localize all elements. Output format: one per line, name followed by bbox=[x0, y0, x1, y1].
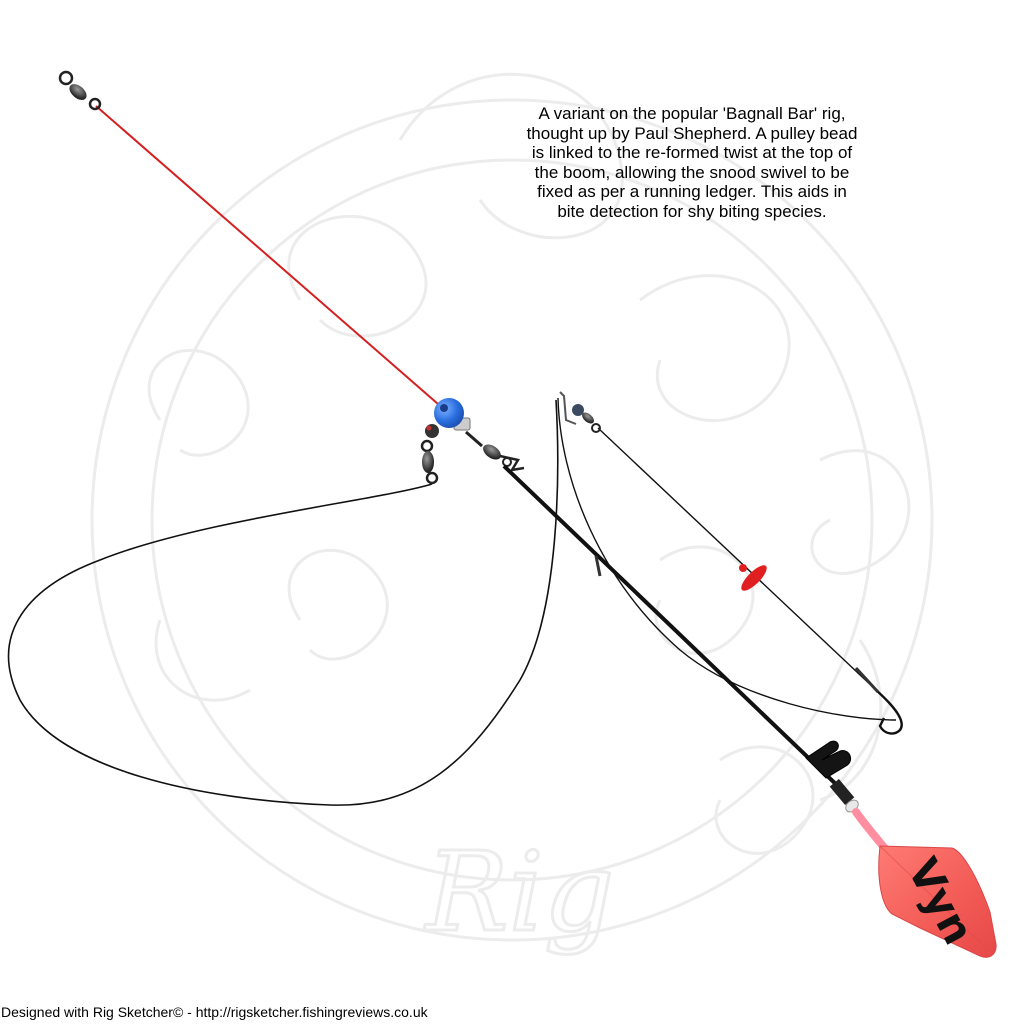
credit-line: Designed with Rig Sketcher© - http://rigsketcher.fishingreviews.co.uk bbox=[1, 1004, 428, 1020]
rig-description: A variant on the popular 'Bagnall Bar' rig, thought up by Paul Shepherd. A pulley bead is linked to the re-formed twist at the top of the boom, allowing the snood swivel to be fixed as per a running ledger. This aids in bite detection for shy biting species. bbox=[526, 104, 858, 221]
snood-swivel-icon bbox=[422, 424, 439, 483]
main-line bbox=[96, 106, 438, 404]
impact-clip-icon bbox=[806, 741, 861, 814]
pulley-bead-icon bbox=[434, 398, 470, 430]
boom-clip-icon bbox=[466, 432, 524, 470]
sinker-icon bbox=[879, 846, 996, 957]
sinker-brand: Vyn bbox=[898, 850, 984, 953]
snood-clip-icon bbox=[560, 392, 600, 432]
trace-loop bbox=[9, 400, 558, 805]
top-swivel-icon bbox=[60, 72, 100, 109]
watermark-text: Rig bbox=[425, 828, 615, 956]
snood-line bbox=[558, 398, 896, 720]
snood-line-right bbox=[598, 428, 876, 690]
boom bbox=[504, 466, 842, 790]
